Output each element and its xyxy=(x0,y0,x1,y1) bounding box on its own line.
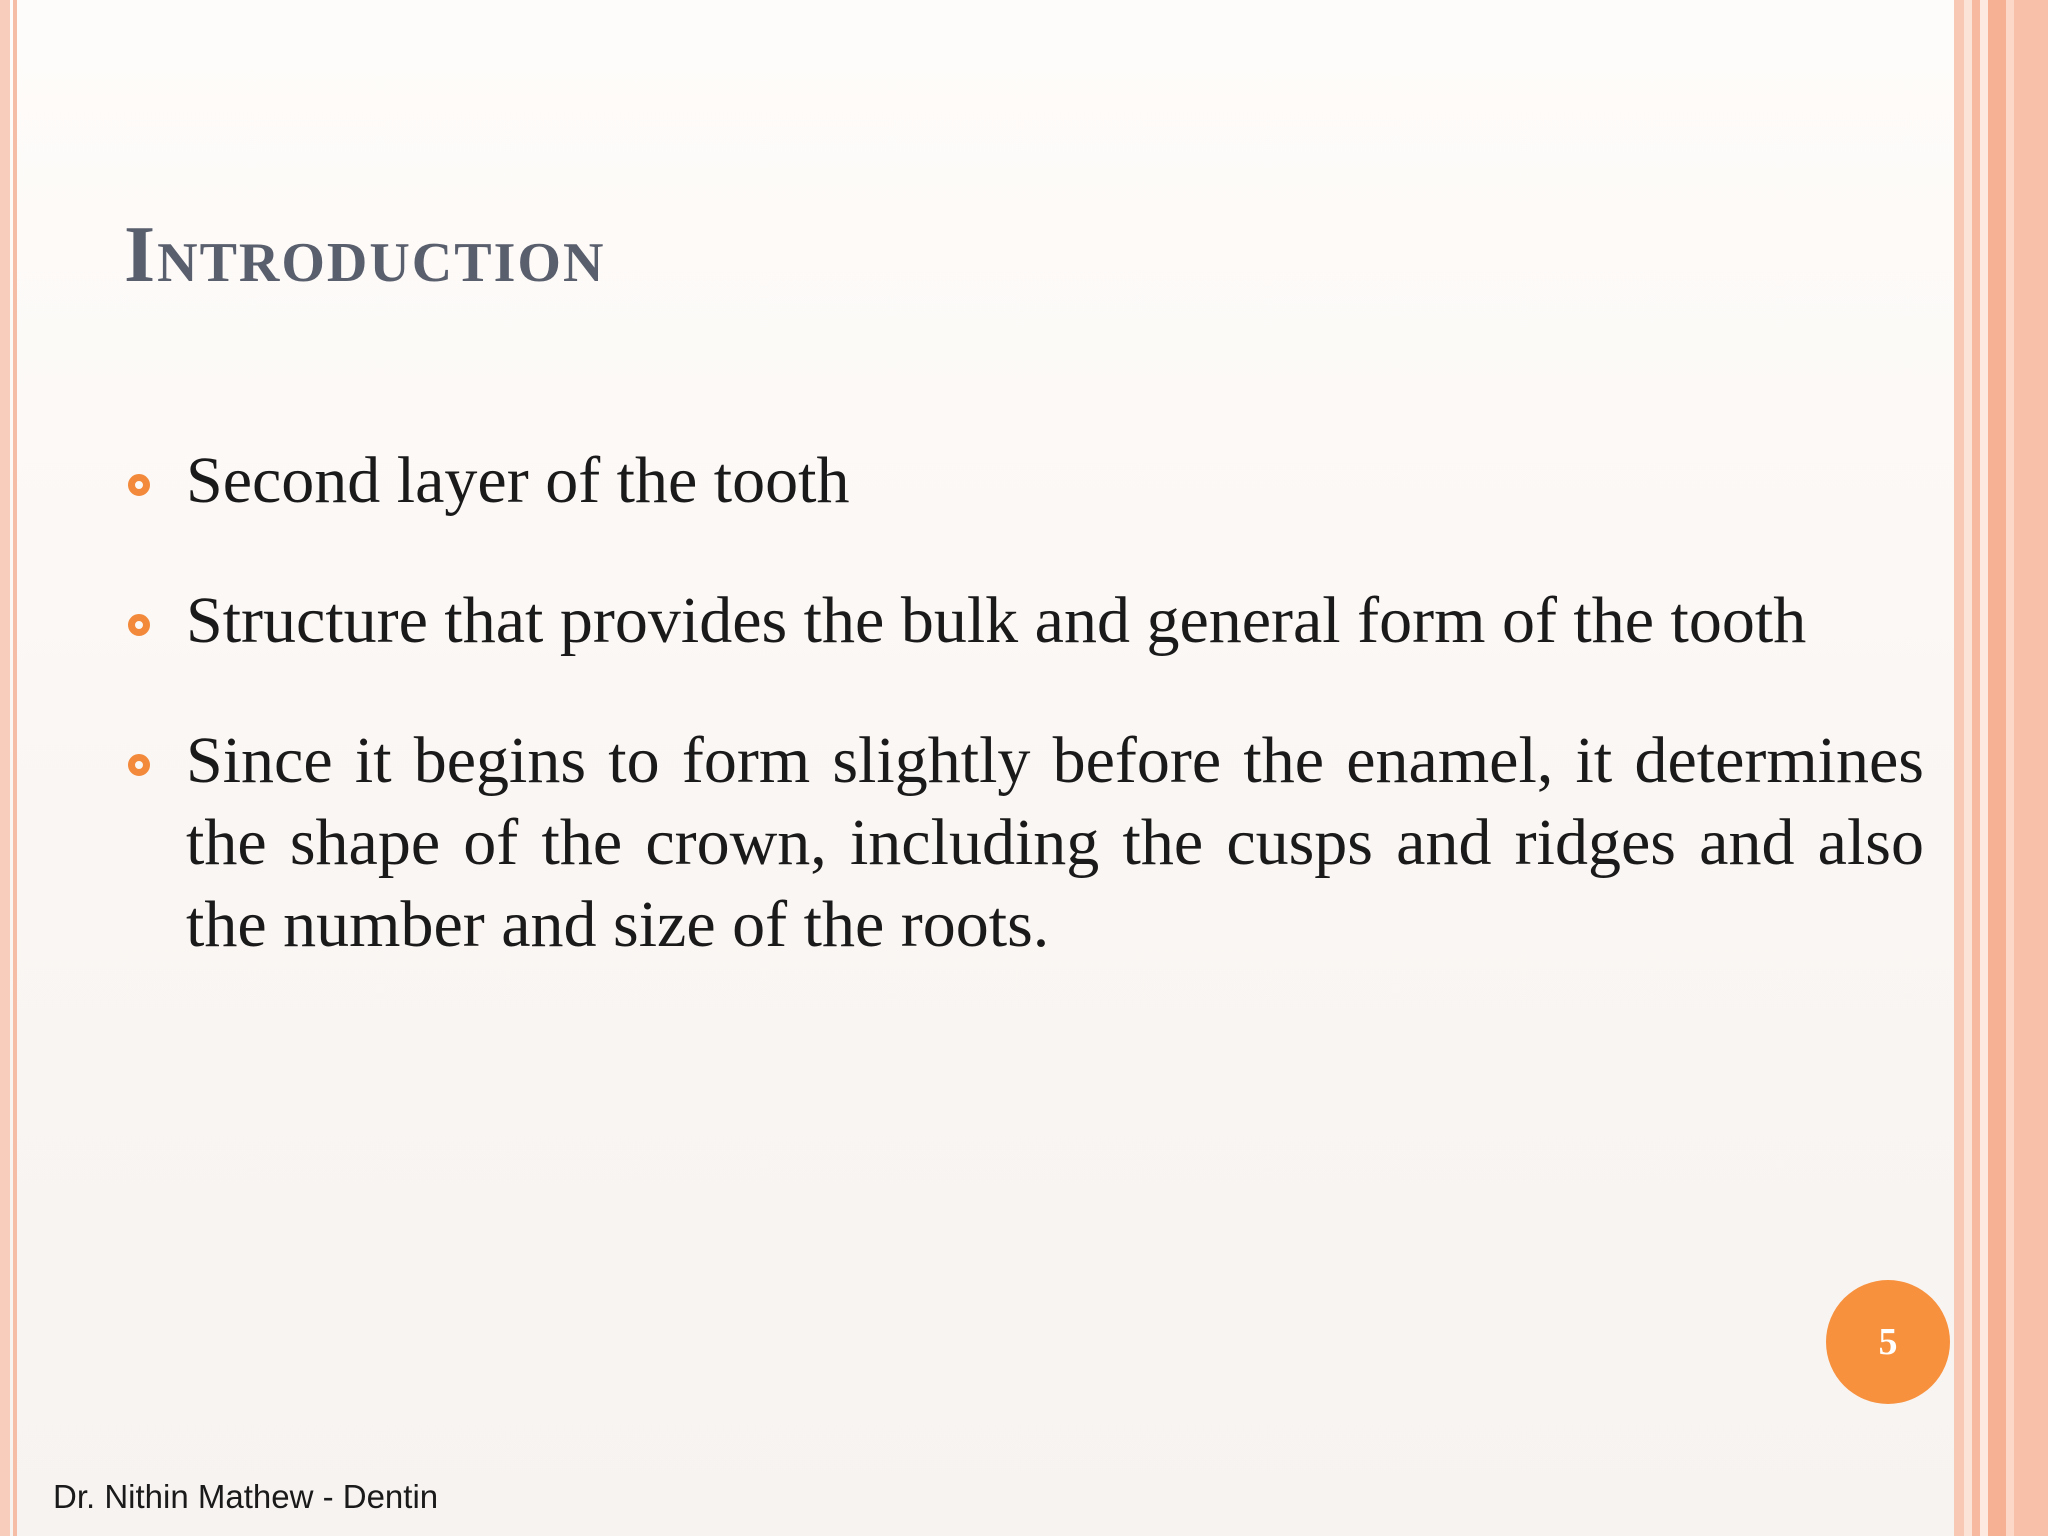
slide-title: Introduction xyxy=(124,211,606,299)
right-border-stripe xyxy=(1954,0,1964,1536)
bullet-item xyxy=(124,580,1924,662)
bullet-text: Second layer of the tooth xyxy=(186,444,850,517)
bullet-text: Structure that provides the bulk and general form of the tooth xyxy=(186,584,1807,657)
right-border-stripe xyxy=(1980,0,1988,1536)
right-border-stripe xyxy=(2006,0,2014,1536)
left-border-line xyxy=(0,0,10,1536)
hollow-circle-icon xyxy=(128,614,150,636)
right-border-stripe xyxy=(1972,0,1980,1536)
bullet-item xyxy=(124,720,1924,966)
bullet-text: Since it begins to form slightly before the enamel, it determines the shape of the crown, including the cusps and ridges and also the number and size of the roots. xyxy=(186,724,1924,961)
footer-text: Dr. Nithin Mathew - Dentin xyxy=(53,1478,439,1515)
right-border-stripe xyxy=(1964,0,1972,1536)
right-border-stripe xyxy=(1988,0,2006,1536)
left-border-line-inner xyxy=(13,0,17,1536)
hollow-circle-icon xyxy=(128,474,150,496)
bullet-list xyxy=(124,440,1924,1024)
right-border-stripe xyxy=(2014,0,2048,1536)
bullet-item xyxy=(124,440,1924,522)
page-number-badge: 5 xyxy=(1826,1280,1950,1404)
hollow-circle-icon xyxy=(128,754,150,776)
